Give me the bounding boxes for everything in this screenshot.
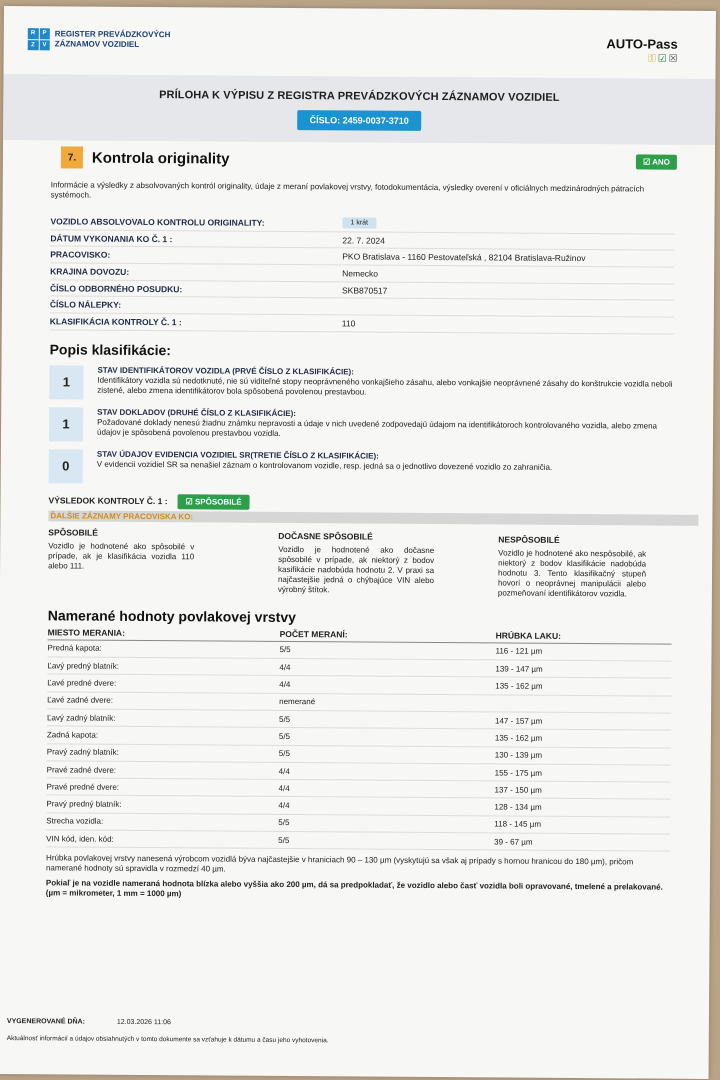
category-fit <box>48 527 194 596</box>
measurement-warning: Pokiaľ je na vozidle nameraná hodnota blízka alebo vyššia ako 200 µm, dá sa predpokladať, že vozidlo alebo časť vozidla boli opravované, tmelené a prelakované. (µm = mikrometer, 1 mm = 1000 µm) <box>45 878 663 899</box>
count-cell: 4/4 <box>278 801 290 811</box>
category-temporary <box>278 531 434 598</box>
status-badge <box>636 154 677 169</box>
classification-item <box>49 365 673 403</box>
field-value: 110 <box>341 318 356 329</box>
category-unfit <box>498 534 646 599</box>
field-label: VOZIDLO ABSOLVOVALO KONTROLU ORIGINALITY: <box>50 216 265 228</box>
category-title: SPÔSOBILÉ <box>48 527 98 538</box>
location-cell: Pravý zadný blatník: <box>46 747 119 758</box>
logo-line-1: REGISTER PREVÁDZKOVÝCH <box>54 29 171 40</box>
location-cell: Zadná kapota: <box>46 730 99 740</box>
result-badge <box>178 494 250 510</box>
thickness-cell: 118 - 145 µm <box>494 819 542 830</box>
table-body <box>46 640 671 852</box>
field-label: ČÍSLO NÁLEPKY: <box>49 299 122 311</box>
banner-title: PRÍLOHA K VÝPISU Z REGISTRA PREVÁDZKOVÝCH ZÁZNAMOV VOZIDIEL <box>159 89 560 104</box>
thickness-cell: 135 - 162 µm <box>495 681 543 691</box>
count-cell: 5/5 <box>278 714 291 724</box>
inspection-result <box>48 493 672 512</box>
section-content <box>0 146 715 903</box>
category-title: NESPÔSOBILÉ <box>498 534 560 545</box>
count-cell: 5/5 <box>278 835 290 845</box>
field-label: KLASIFIKÁCIA KONTROLY Č. 1 : <box>49 316 182 328</box>
field-value: SKB870517 <box>341 284 388 296</box>
section-title: Kontrola originality <box>91 149 230 168</box>
classification-title: STAV ÚDAJOV EVIDENCIA VOZIDIEL SR(TRETIE ČÍSLO Z KLASIFIKÁCIE): <box>96 449 379 461</box>
location-cell: Ľavé predné dvere: <box>47 678 117 688</box>
page-header <box>4 6 716 79</box>
classification-title: STAV IDENTIFIKÁTOROV VOZIDLA (PRVÉ ČÍSLO Z KLASIFIKÁCIE): <box>97 365 354 377</box>
classification-item <box>49 449 673 487</box>
result-badge-label: SPÔSOBILÉ <box>194 497 242 507</box>
document-page <box>0 6 716 1079</box>
count-cell: 5/5 <box>278 818 290 828</box>
location-cell: Predná kapota: <box>47 643 102 654</box>
section-number: 7. <box>61 146 83 168</box>
field-label: ČÍSLO ODBORNÉHO POSUDKU: <box>49 282 183 294</box>
location-cell: VIN kód, iden. kód: <box>46 834 114 844</box>
field-value: Nemecko <box>342 268 379 279</box>
classification-digit: 1 <box>49 365 83 399</box>
field-label: PRACOVISKO: <box>50 249 111 260</box>
measurements-heading: Namerané hodnoty povlakovej vrstvy <box>47 607 297 625</box>
count-cell: 4/4 <box>279 662 291 672</box>
location-cell: Pravý predný blatník: <box>46 799 122 809</box>
generated-info <box>7 1018 329 1027</box>
measurements-table <box>46 627 672 852</box>
location-cell: Strecha vozidla: <box>46 816 104 827</box>
brand-title: AUTO-Pass <box>606 36 678 52</box>
column-header: POČET MERANÍ: <box>279 628 348 640</box>
classification-text: Požadované doklady nenesú žiadnu známku nepravosti a údaje v nich uvedené zodpovedajú údajom na identifikátoroch kontrolovaného vozidla, alebo zmena údajov je spôsobená povolenou prestavbou vozidla. <box>96 417 658 438</box>
thickness-cell: 135 - 162 µm <box>494 733 543 743</box>
field-value: 22. 7. 2024 <box>342 234 385 246</box>
location-cell: Ľavé zadné dvere: <box>47 695 114 706</box>
document-banner <box>3 74 715 145</box>
inspection-fields <box>50 213 675 334</box>
location-cell: Pravé predné dvere: <box>46 782 120 792</box>
section-intro: Informácie a výsledky z absolvovaných kontról originality, údaje z meraní povlakovej vrstvy, fotodokumentácia, výsledky overení v oficiálnych medzinárodných pátracích systémoch. <box>50 180 645 200</box>
category-text: Vozidlo je hodnotené ako spôsobilé v prípade, ak je klasifikácia vozidla 110 alebo 111. <box>48 541 195 571</box>
result-label: VÝSLEDOK KONTROLY Č. 1 : <box>48 495 168 507</box>
logo-letter: R <box>28 28 39 39</box>
status-badge-label: ANO <box>652 157 670 167</box>
classification-body <box>97 449 553 486</box>
thickness-cell <box>495 703 645 704</box>
category-title: DOČASNE SPÔSOBILÉ <box>278 530 373 542</box>
field-row <box>50 313 674 334</box>
classification-body <box>97 407 673 445</box>
document-number-badge: ČÍSLO: 2459-0037-3710 <box>298 110 421 131</box>
count-cell: 4/4 <box>279 679 291 690</box>
logo-line-2: ZÁZNAMOV VOZIDIEL <box>54 39 140 49</box>
category-text: Vozidlo je hodnotené ako nespôsobilé, ak niektorý z bodov klasifikácie nadobúda hodnotu 3. Tento klasifikačný stupeň hovorí o neoprávnej manipulácii alebo pozmeňovaní identifikátorov vozidla. <box>497 548 647 599</box>
brand-icons <box>606 53 677 64</box>
count-cell: 4/4 <box>278 766 290 776</box>
thickness-cell: 137 - 150 µm <box>494 785 542 795</box>
location-cell: Pravé zadné dvere: <box>46 764 117 775</box>
thickness-cell: 130 - 139 µm <box>494 750 543 761</box>
logo-letter: V <box>39 40 50 51</box>
logo-mark <box>28 28 50 50</box>
section-header <box>51 146 675 172</box>
column-header: HRÚBKA LAKU: <box>495 630 561 641</box>
column-header: MIESTO MERANIA: <box>47 627 125 638</box>
check-box-icon: ☑ <box>657 53 667 65</box>
field-label: KRAJINA DOVOZU: <box>50 266 130 277</box>
page-footer <box>7 1018 329 1044</box>
count-cell: 5/5 <box>278 731 291 741</box>
check-icon: ☑ <box>185 497 196 507</box>
key-icon: ⚿ <box>648 53 656 65</box>
logo-letter: P <box>39 28 50 39</box>
check-icon: ☑ <box>643 156 653 167</box>
location-cell: Ľavý predný blatník: <box>47 661 120 671</box>
logo-text <box>55 29 171 50</box>
classification-digit: 0 <box>49 449 83 483</box>
logo-letter: Z <box>28 40 39 51</box>
generated-date: 12.03.2026 11:06 <box>116 1018 171 1027</box>
classification-body <box>97 365 673 403</box>
thickness-cell: 128 - 134 µm <box>494 802 542 812</box>
classification-text: Identifikátory vozidla sú nedotknuté, nie sú viditeľné stopy neoprávneného vonkajšieho zásahu, alebo vonkajšie neoprávnené zásahy do konštrukcie vozidla neboli zistené, alebo zmena identifikátorov bola spôsobená povolenou prestavbou. <box>97 375 673 397</box>
check-x-box-icon: ☒ <box>668 53 678 65</box>
category-text: Vozidlo je hodnotené ako dočasne spôsobilé v prípade, ak niektorý z bodov kasifikácie nadobúda hodnotu 2. V praxi sa najčastejšie jedná o chýbajúce VIN alebo výrobný štítok. <box>277 544 435 595</box>
measurement-note: Hrúbka povlakovej vrstvy nanesená výrobcom vozidlá býva najčastejšie v hraniciach 90 – 130 µm (vyskytujú sa však aj prípady s hornou hranicou do 180 µm), pričom namerané hodnoty sú spravidla v rozmedzí 40 µm. <box>45 853 634 874</box>
count-cell: 5/5 <box>279 645 291 655</box>
rpzv-logo <box>28 28 171 51</box>
classification-text: V evidencii vozidiel SR sa nenašiel záznam o kontrolovanom vozidle, resp. jedná sa o jednotlivo dovezené vozidlo zo zahraničia. <box>96 459 553 472</box>
category-columns <box>48 527 672 599</box>
field-value: 1 krát <box>342 218 376 229</box>
generated-label: VYGENEROVANÉ DŇA: <box>6 1018 85 1026</box>
field-label: DÁTUM VYKONANIA KO Č. 1 : <box>50 232 173 244</box>
additional-records-strip: ĎALŠIE ZÁZNAMY PRACOVISKA KO: <box>48 510 698 526</box>
classification-digit: 1 <box>49 407 83 441</box>
field-value: PKO Bratislava - 1160 Pestovateľská , 82104 Bratislava-Ružinov <box>342 251 586 264</box>
autopass-brand <box>606 36 677 64</box>
thickness-cell: 116 - 121 µm <box>495 646 543 657</box>
count-cell: 5/5 <box>278 749 290 759</box>
location-cell: Ľavý zadný blatník: <box>47 712 116 723</box>
footer-disclaimer: Aktuálnosť informácií a údajov obsiahnutých v tomto dokumente sa vzťahuje k dátumu a času jeho vyhotovenia. <box>6 1035 329 1045</box>
table-row <box>46 830 670 852</box>
count-cell: nemerané <box>279 697 316 707</box>
classification-title: STAV DOKLADOV (DRUHÉ ČÍSLO Z KLASIFIKÁCIE): <box>97 407 297 418</box>
thickness-cell: 155 - 175 µm <box>494 767 543 778</box>
thickness-cell: 139 - 147 µm <box>495 664 543 674</box>
thickness-cell: 39 - 67 µm <box>494 837 533 847</box>
thickness-cell: 147 - 157 µm <box>494 716 543 726</box>
classification-item <box>49 407 673 445</box>
count-cell: 4/4 <box>278 783 290 793</box>
classification-heading: Popis klasifikácie: <box>49 341 172 358</box>
